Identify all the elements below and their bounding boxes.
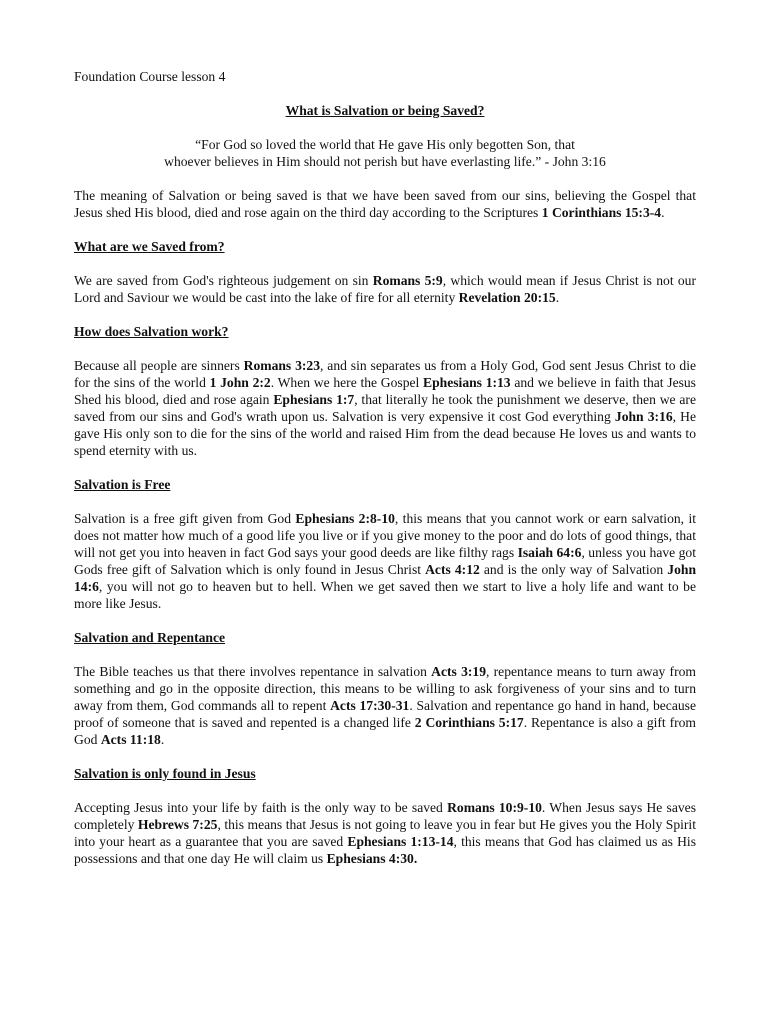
paragraph-text: , this means that God has claimed us as His possessions and that one day He will claim us — [74, 834, 696, 866]
paragraph-text: . — [555, 290, 560, 305]
section-paragraph — [74, 272, 696, 306]
scripture-reference: Acts 17:30-31 — [330, 698, 410, 713]
section-paragraph — [74, 187, 696, 221]
scripture-quote — [74, 136, 696, 170]
paragraph-text: and we believe in faith that Jesus Shed his blood, died and rose again — [74, 375, 696, 407]
section-heading: What are we Saved from? — [74, 239, 225, 254]
course-label: Foundation Course lesson 4 — [74, 69, 226, 84]
scripture-reference: Romans 5:9 — [372, 273, 443, 288]
scripture-reference: 1 Corinthians 15:3-4 — [541, 205, 662, 220]
paragraph-text: Because all people are sinners — [74, 358, 244, 373]
paragraph-text: . Salvation and repentance go hand in hand, because proof of someone that is saved and repented is a changed life — [74, 698, 696, 730]
section-paragraph — [74, 663, 696, 748]
section-paragraph — [74, 799, 696, 867]
paragraph-text: . When we here the Gospel — [270, 375, 424, 390]
paragraph-text: . Repentance is also a gift from God — [74, 715, 696, 747]
quote-line: “For God so loved the world that He gave His only begotten Son, that — [195, 137, 575, 152]
paragraph-text: . — [661, 205, 665, 220]
section-heading: Salvation is only found in Jesus — [74, 766, 256, 781]
scripture-reference: 1 John 2:2 — [209, 375, 271, 390]
paragraph-text: . When Jesus says He saves completely — [74, 800, 697, 832]
scripture-reference: John 14:6 — [74, 562, 697, 594]
paragraph-text: Salvation is a free gift given from God — [74, 511, 296, 526]
scripture-reference: Ephesians 1:7 — [273, 392, 355, 407]
scripture-reference: Romans 10:9-10 — [447, 800, 542, 815]
paragraph-text: , that literally he took the punishment we deserve, then we are saved from our sins and God's wrath upon us. Salvation is very expensive it cost God everything — [74, 392, 696, 424]
paragraph-text: and is the only way of Salvation — [479, 562, 668, 577]
section-paragraph — [74, 357, 696, 459]
scripture-reference: John 3:16 — [614, 409, 673, 424]
paragraph-text: , you will not go to heaven but to hell. When we get saved then we start to live a holy life and want to be more like Jesus. — [74, 579, 696, 611]
paragraph-text: , this means that you cannot work or earn salvation, it does not matter how much of a good life you live or if you give money to the poor and do lots of good things, that will not get you into heaven in fact God says your good deeds are like filthy rags — [74, 511, 696, 560]
scripture-reference: Acts 3:19 — [431, 664, 486, 679]
paragraph-text: . — [160, 732, 165, 747]
paragraph-text: The Bible teaches us that there involves repentance in salvation — [74, 664, 432, 679]
scripture-reference: Romans 3:23 — [243, 358, 321, 373]
document-page — [74, 68, 696, 884]
quote-line: whoever believes in Him should not perish but have everlasting life.” - John 3:16 — [164, 154, 606, 169]
scripture-reference: 2 Corinthians 5:17 — [414, 715, 524, 730]
scripture-reference: Ephesians 2:8-10 — [295, 511, 395, 526]
section-heading: Salvation is Free — [74, 477, 171, 492]
scripture-reference: Ephesians 4:30. — [326, 851, 418, 866]
section-heading: How does Salvation work? — [74, 324, 229, 339]
page-title: What is Salvation or being Saved? — [285, 103, 485, 118]
paragraph-text: , unless you have got Gods free gift of Salvation which is only found in Jesus Christ — [74, 545, 697, 577]
document-sections — [74, 187, 696, 867]
paragraph-text: We are saved from God's righteous judgement on sin — [74, 273, 373, 288]
scripture-reference: Revelation 20:15 — [458, 290, 556, 305]
paragraph-text: , He gave His only son to die for the sins of the world and raised Him from the dead because He loves us and wants to spend eternity with us. — [74, 409, 697, 458]
scripture-reference: Isaiah 64:6 — [517, 545, 582, 560]
paragraph-text: , repentance means to turn away from something and go in the opposite direction, this means to be willing to ask forgiveness of your sins and to turn away from them, God commands all to repent — [74, 664, 696, 713]
paragraph-text: The meaning of Salvation or being saved is that we have been saved from our sins, believing the Gospel that Jesus shed His blood, died and rose again on the third day according to the Scriptures — [74, 188, 696, 220]
paragraph-text: Accepting Jesus into your life by faith is the only way to be saved — [74, 800, 448, 815]
scripture-reference: Ephesians 1:13-14 — [347, 834, 454, 849]
scripture-reference: Acts 11:18 — [100, 732, 161, 747]
paragraph-text: , this means that Jesus is not going to leave you in fear but He gives you the Holy Spirit into your heart as a guarantee that you are saved — [74, 817, 696, 849]
section-heading: Salvation and Repentance — [74, 630, 226, 645]
scripture-reference: Ephesians 1:13 — [423, 375, 511, 390]
section-paragraph — [74, 510, 696, 612]
scripture-reference: Hebrews 7:25 — [137, 817, 218, 832]
paragraph-text: , which would mean if Jesus Christ is not our Lord and Saviour we would be cast into the lake of fire for all eternity — [74, 273, 696, 305]
paragraph-text: , and sin separates us from a Holy God, God sent Jesus Christ to die for the sins of the world — [74, 358, 697, 390]
scripture-reference: Acts 4:12 — [425, 562, 480, 577]
